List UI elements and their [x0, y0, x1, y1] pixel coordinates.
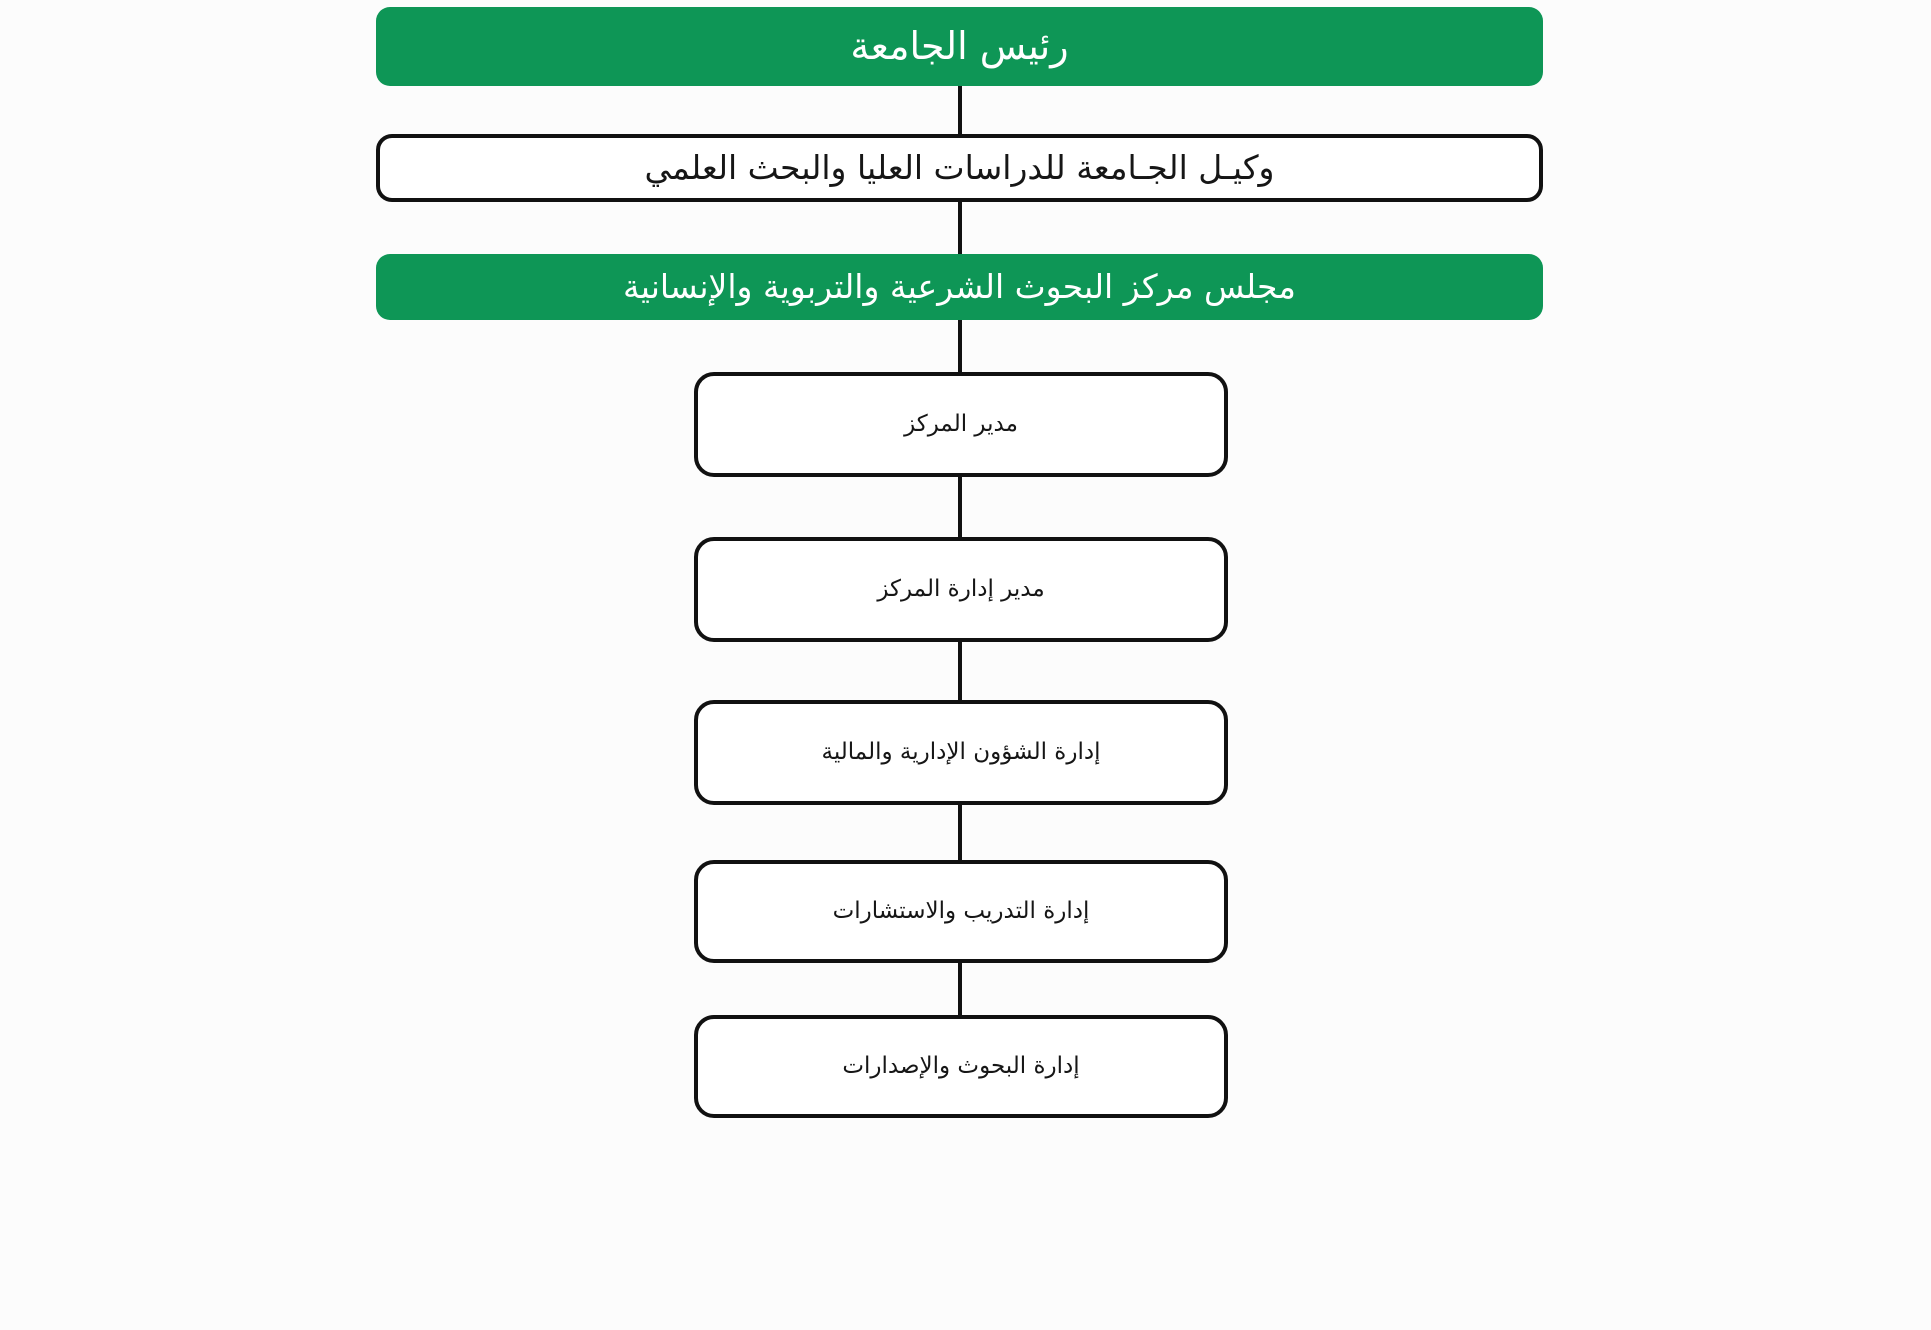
node-university-president-label: رئيس الجامعة	[850, 23, 1069, 68]
connector-line	[958, 963, 962, 1015]
connector-line	[958, 805, 962, 860]
node-training-consulting-dept-label: إدارة التدريب والاستشارات	[832, 898, 1090, 925]
node-research-publications-dept-label: إدارة البحوث والإصدارات	[842, 1053, 1080, 1080]
node-university-president	[376, 7, 1543, 86]
node-center-director	[694, 372, 1228, 477]
node-center-admin-director	[694, 537, 1228, 642]
node-center-admin-director-label: مدير إدارة المركز	[877, 576, 1045, 603]
node-research-center-council	[376, 254, 1543, 320]
node-vice-president-research	[376, 134, 1543, 202]
connector-line	[958, 477, 962, 537]
connector-line	[958, 202, 962, 254]
node-center-director-label: مدير المركز	[904, 411, 1018, 438]
node-research-center-council-label: مجلس مركز البحوث الشرعية والتربوية والإنسانية	[623, 267, 1296, 307]
node-vice-president-research-label: وكيـل الجـامعة للدراسات العليا والبحث العلمي	[644, 148, 1275, 188]
node-admin-financial-affairs	[694, 700, 1228, 805]
node-research-publications-dept	[694, 1015, 1228, 1118]
node-training-consulting-dept	[694, 860, 1228, 963]
connector-line	[958, 642, 962, 700]
connector-line	[958, 320, 962, 372]
connector-line	[958, 86, 962, 134]
node-admin-financial-affairs-label: إدارة الشؤون الإدارية والمالية	[821, 739, 1101, 766]
